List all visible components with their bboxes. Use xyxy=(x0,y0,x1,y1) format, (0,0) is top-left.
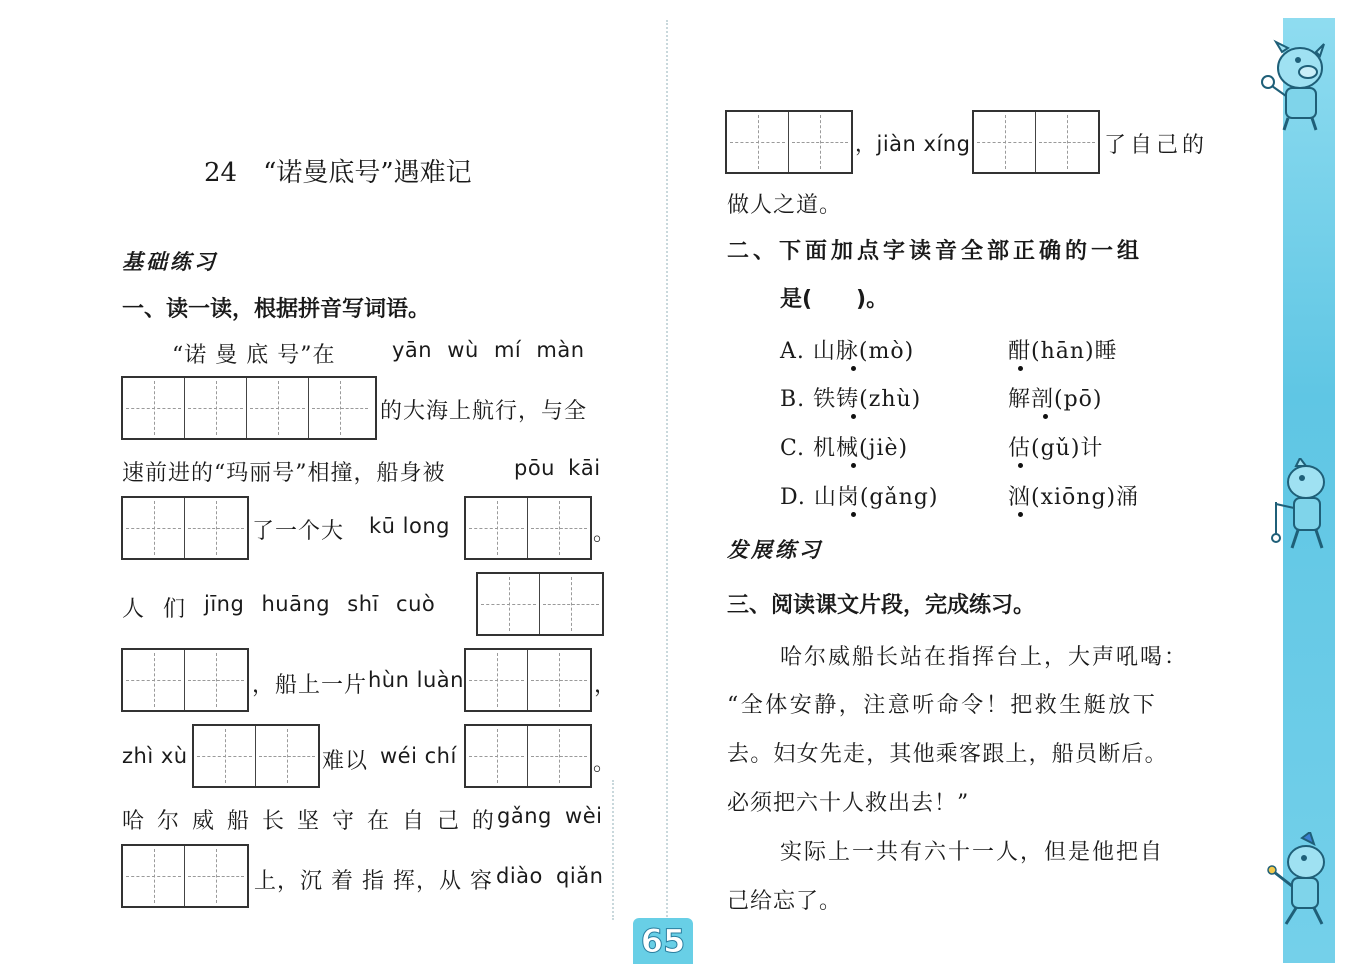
pinyin-jinghuangshicuo: jīng huāng shī cuò xyxy=(204,592,436,616)
emphasis-dot xyxy=(1018,512,1023,517)
answer-grid-1[interactable] xyxy=(121,376,377,440)
answer-grid-4b[interactable] xyxy=(121,648,249,712)
emphasis-dot xyxy=(1043,414,1048,419)
pinyin-poukai: pōu kāi xyxy=(514,456,601,480)
lesson-title: 24 “诺曼底号”遇难记 xyxy=(204,158,472,188)
option-a-2: 酣(hān)睡 xyxy=(1008,339,1118,364)
punct-7: 。 xyxy=(593,751,617,776)
option-a-1[interactable]: A. 山脉(mò) xyxy=(780,339,915,364)
question-2-line2: 是( )。 xyxy=(780,287,889,312)
pinyin-weichi: wéi chí xyxy=(380,744,457,768)
option-b-1[interactable]: B. 铁铸(zhù) xyxy=(780,387,922,412)
pinyin-kulong: kū long xyxy=(369,514,450,538)
text-line-3: 速前进的“玛丽号”相撞，船身被 xyxy=(122,461,446,486)
section-extended-practice: 发展练习 xyxy=(727,537,823,562)
section-basic-practice: 基础练习 xyxy=(122,249,218,274)
pinyin-yanwumiman: yān wù mí màn xyxy=(392,338,585,362)
pinyin-diaoqian: diào qiǎn xyxy=(496,864,604,888)
text-r2: 做人之道。 xyxy=(727,193,843,218)
pinyin-jianxing: ，jiàn xíng xyxy=(855,132,971,156)
text-line-9: 上，沉 着 指 挥，从 容 xyxy=(254,869,493,894)
passage-line-3: 去。妇女先走，其他乘客跟上，船员断后。 xyxy=(727,742,1168,767)
emphasis-dot xyxy=(851,512,856,517)
answer-grid-4a[interactable] xyxy=(476,572,604,636)
pinyin-gangwei: gǎng wèi xyxy=(497,804,603,828)
answer-grid-9[interactable] xyxy=(725,110,853,174)
question-3: 三、阅读课文片段，完成练习。 xyxy=(727,593,1036,618)
answer-grid-7[interactable] xyxy=(464,724,592,788)
text-line-4: 了一个大 xyxy=(252,519,345,544)
punct-6: ， xyxy=(594,673,618,698)
question-2-line1: 二、下面加点字读音全部正确的一组 xyxy=(727,239,1144,264)
emphasis-dot xyxy=(1018,463,1023,468)
page-number-badge xyxy=(633,918,693,964)
punct-4: 。 xyxy=(593,521,617,546)
answer-grid-6[interactable] xyxy=(192,724,320,788)
text-line-6: ，船上一片 xyxy=(252,673,368,698)
answer-grid-3[interactable] xyxy=(464,496,592,560)
option-c-2: 估(gǔ)计 xyxy=(1008,436,1104,461)
text-r1: 了自己的 xyxy=(1104,133,1209,158)
answer-grid-5[interactable] xyxy=(464,648,592,712)
margin-dotted-line xyxy=(612,780,614,920)
passage-line-1: 哈尔威船长站在指挥台上，大声吼喝： xyxy=(780,645,1189,670)
emphasis-dot xyxy=(851,414,856,419)
pig-mascot-icon xyxy=(1258,38,1338,134)
emphasis-dot xyxy=(851,463,856,468)
option-b-2: 解剖(pō) xyxy=(1008,387,1103,412)
passage-line-5: 实际上一共有六十一人，但是他把自 xyxy=(780,840,1165,865)
option-c-1[interactable]: C. 机械(jiè) xyxy=(780,436,909,461)
answer-grid-2[interactable] xyxy=(121,496,249,560)
text-line-5: 人 们 xyxy=(122,597,191,622)
emphasis-dot xyxy=(1018,366,1023,371)
page-number: 65 xyxy=(640,922,686,960)
option-d-1[interactable]: D. 山岗(gǎng) xyxy=(780,485,939,510)
passage-line-2: “全体安静，注意听命令！把救生艇放下 xyxy=(727,693,1158,718)
passage-line-6: 己给忘了。 xyxy=(727,889,843,914)
text-line-2: 的大海上航行，与全 xyxy=(380,399,588,424)
emphasis-dot xyxy=(851,366,856,371)
text-line-1: “诺 曼 底 号”在 xyxy=(172,343,336,368)
fox-mascot-icon xyxy=(1266,458,1336,558)
question-1: 一、读一读，根据拼音写词语。 xyxy=(122,297,431,322)
page-spine-divider xyxy=(666,20,668,920)
pinyin-zhixu: zhì xù xyxy=(122,744,188,768)
text-line-8: 哈 尔 威 船 长 坚 守 在 自 己 的 xyxy=(122,809,497,834)
answer-grid-8[interactable] xyxy=(121,844,249,908)
dog-mascot-icon xyxy=(1262,832,1338,932)
passage-line-4: 必须把六十人救出去！” xyxy=(727,791,970,816)
text-line-7: 难以 xyxy=(322,749,369,774)
option-d-2: 汹(xiōng)涌 xyxy=(1008,485,1140,510)
pinyin-hunluan: hùn luàn xyxy=(368,668,464,692)
answer-grid-10[interactable] xyxy=(972,110,1100,174)
